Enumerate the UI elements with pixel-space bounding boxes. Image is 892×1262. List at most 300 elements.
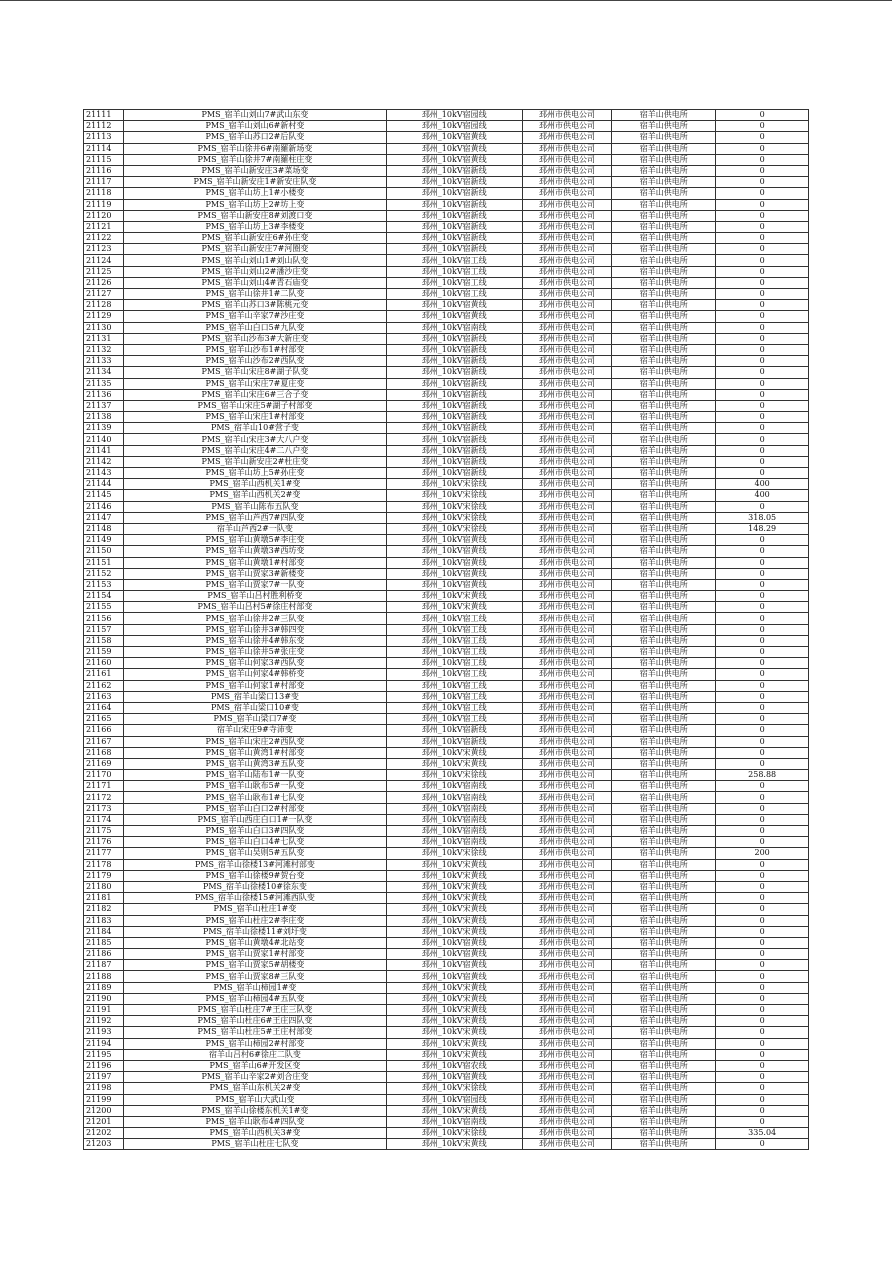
feeder-line-cell: 邳州_10kV宿新线 (386, 412, 522, 423)
station-cell: 宿羊山供电所 (612, 770, 716, 781)
value-cell: 0 (716, 1005, 809, 1016)
station-cell: 宿羊山供电所 (612, 837, 716, 848)
feeder-line-cell: 邳州_10kV宿新线 (386, 165, 522, 176)
company-cell: 邳州市供电公司 (522, 289, 612, 300)
table-row (84, 647, 809, 658)
row-id-cell: 21167 (84, 736, 124, 747)
table-row (84, 546, 809, 557)
row-id-cell: 21131 (84, 333, 124, 344)
transformer-name-cell: PMS_宿羊山芦西7#四队变 (124, 512, 387, 523)
transformer-name-cell: PMS_宿羊山杜庄2#李庄变 (124, 915, 387, 926)
station-cell: 宿羊山供电所 (612, 1038, 716, 1049)
station-cell: 宿羊山供电所 (612, 691, 716, 702)
company-cell: 邳州市供电公司 (522, 1016, 612, 1027)
transformer-name-cell: PMS_宿羊山新安庄7#河圈变 (124, 244, 387, 255)
value-cell: 0 (716, 121, 809, 132)
feeder-line-cell: 邳州_10kV宿工线 (386, 647, 522, 658)
value-cell: 0 (716, 400, 809, 411)
transformer-name-cell: PMS_宿羊山黄墩1#村部变 (124, 557, 387, 568)
company-cell: 邳州市供电公司 (522, 523, 612, 534)
value-cell: 0 (716, 266, 809, 277)
transformer-name-cell: PMS_宿羊山梁口10#变 (124, 702, 387, 713)
company-cell: 邳州市供电公司 (522, 311, 612, 322)
table-row (84, 747, 809, 758)
company-cell: 邳州市供电公司 (522, 412, 612, 423)
table-row (84, 792, 809, 803)
value-cell: 0 (716, 591, 809, 602)
value-cell: 0 (716, 1105, 809, 1116)
transformer-name-cell: PMS_宿羊山白口2#村部变 (124, 803, 387, 814)
value-cell: 0 (716, 747, 809, 758)
station-cell: 宿羊山供电所 (612, 177, 716, 188)
station-cell: 宿羊山供电所 (612, 277, 716, 288)
value-cell: 0 (716, 221, 809, 232)
feeder-line-cell: 邳州_10kV宿新线 (386, 378, 522, 389)
value-cell: 0 (716, 210, 809, 221)
value-cell: 0 (716, 893, 809, 904)
table-row (84, 904, 809, 915)
table-row (84, 154, 809, 165)
value-cell: 0 (716, 389, 809, 400)
row-id-cell: 21200 (84, 1105, 124, 1116)
value-cell: 0 (716, 781, 809, 792)
transformer-name-cell: PMS_宿羊山杜庄1#变 (124, 904, 387, 915)
table-row (84, 344, 809, 355)
company-cell: 邳州市供电公司 (522, 143, 612, 154)
value-cell: 0 (716, 993, 809, 1004)
station-cell: 宿羊山供电所 (612, 199, 716, 210)
feeder-line-cell: 邳州_10kV宿黄线 (386, 311, 522, 322)
company-cell: 邳州市供电公司 (522, 1116, 612, 1127)
transformer-name-cell: PMS_宿羊山坊上2#坊上变 (124, 199, 387, 210)
table-row (84, 669, 809, 680)
transformer-name-cell: PMS_宿羊山柿园2#村部变 (124, 1038, 387, 1049)
station-cell: 宿羊山供电所 (612, 926, 716, 937)
row-id-cell: 21137 (84, 400, 124, 411)
company-cell: 邳州市供电公司 (522, 557, 612, 568)
row-id-cell: 21195 (84, 1049, 124, 1060)
table-row (84, 490, 809, 501)
table-row (84, 199, 809, 210)
table-row (84, 512, 809, 523)
table-row (84, 535, 809, 546)
feeder-line-cell: 邳州_10kV宿新线 (386, 233, 522, 244)
station-cell: 宿羊山供电所 (612, 747, 716, 758)
transformer-name-cell: PMS_宿羊山杜庄七队变 (124, 1139, 387, 1150)
table-row (84, 1094, 809, 1105)
company-cell: 邳州市供电公司 (522, 233, 612, 244)
table-row (84, 758, 809, 769)
feeder-line-cell: 邳州_10kV宿工线 (386, 613, 522, 624)
row-id-cell: 21134 (84, 367, 124, 378)
value-cell: 0 (716, 1094, 809, 1105)
value-cell: 0 (716, 445, 809, 456)
row-id-cell: 21125 (84, 266, 124, 277)
station-cell: 宿羊山供电所 (612, 535, 716, 546)
station-cell: 宿羊山供电所 (612, 490, 716, 501)
transformer-name-cell: PMS_宿羊山苏口3#陈桃元变 (124, 300, 387, 311)
transformer-name-cell: 宿羊山吕村6#徐庄二队变 (124, 1049, 387, 1060)
company-cell: 邳州市供电公司 (522, 602, 612, 613)
row-id-cell: 21123 (84, 244, 124, 255)
feeder-line-cell: 邳州_10kV宿黄线 (386, 1072, 522, 1083)
feeder-line-cell: 邳州_10kV宿园线 (386, 110, 522, 121)
feeder-line-cell: 邳州_10kV宋黄线 (386, 904, 522, 915)
transformer-name-cell: PMS_宿羊山宋庄7#夏庄变 (124, 378, 387, 389)
row-id-cell: 21115 (84, 154, 124, 165)
company-cell: 邳州市供电公司 (522, 423, 612, 434)
table-row (84, 602, 809, 613)
table-row (84, 221, 809, 232)
company-cell: 邳州市供电公司 (522, 747, 612, 758)
feeder-line-cell: 邳州_10kV宋黄线 (386, 993, 522, 1004)
station-cell: 宿羊山供电所 (612, 110, 716, 121)
row-id-cell: 21156 (84, 613, 124, 624)
row-id-cell: 21191 (84, 1005, 124, 1016)
row-id-cell: 21130 (84, 322, 124, 333)
row-id-cell: 21116 (84, 165, 124, 176)
station-cell: 宿羊山供电所 (612, 389, 716, 400)
station-cell: 宿羊山供电所 (612, 1027, 716, 1038)
row-id-cell: 21129 (84, 311, 124, 322)
company-cell: 邳州市供电公司 (522, 165, 612, 176)
table-row (84, 277, 809, 288)
transformer-name-cell: PMS_宿羊山吕村5#徐庄村部变 (124, 602, 387, 613)
transformer-name-cell: PMS_宿羊山新安庄3#菜场变 (124, 165, 387, 176)
company-cell: 邳州市供电公司 (522, 266, 612, 277)
feeder-line-cell: 邳州_10kV宋徐线 (386, 523, 522, 534)
row-id-cell: 21166 (84, 725, 124, 736)
station-cell: 宿羊山供电所 (612, 1060, 716, 1071)
transformer-name-cell: PMS_宿羊山徐楼13#河滩村部变 (124, 859, 387, 870)
transformer-name-cell: PMS_宿羊山新安庄8#刘渡口变 (124, 210, 387, 221)
company-cell: 邳州市供电公司 (522, 781, 612, 792)
transformer-name-cell: PMS_宿羊山黄墩4#北站变 (124, 937, 387, 948)
company-cell: 邳州市供电公司 (522, 177, 612, 188)
station-cell: 宿羊山供电所 (612, 647, 716, 658)
transformer-name-cell: PMS_宿羊山耿布1#七队变 (124, 792, 387, 803)
value-cell: 0 (716, 456, 809, 467)
value-cell: 0 (716, 1083, 809, 1094)
feeder-line-cell: 邳州_10kV宿园线 (386, 1094, 522, 1105)
value-cell: 0 (716, 568, 809, 579)
table-row (84, 266, 809, 277)
station-cell: 宿羊山供电所 (612, 669, 716, 680)
value-cell: 0 (716, 960, 809, 971)
table-row (84, 367, 809, 378)
transformer-name-cell: PMS_宿羊山徐井4#韩东变 (124, 635, 387, 646)
station-cell: 宿羊山供电所 (612, 579, 716, 590)
transformer-name-cell: PMS_宿羊山刘山4#青石庙变 (124, 277, 387, 288)
station-cell: 宿羊山供电所 (612, 523, 716, 534)
row-id-cell: 21150 (84, 546, 124, 557)
row-id-cell: 21172 (84, 792, 124, 803)
feeder-line-cell: 邳州_10kV宋黄线 (386, 881, 522, 892)
station-cell: 宿羊山供电所 (612, 814, 716, 825)
value-cell: 0 (716, 669, 809, 680)
feeder-line-cell: 邳州_10kV宿新线 (386, 736, 522, 747)
feeder-line-cell: 邳州_10kV宿工线 (386, 635, 522, 646)
table-row (84, 165, 809, 176)
table-row (84, 557, 809, 568)
station-cell: 宿羊山供电所 (612, 937, 716, 948)
feeder-line-cell: 邳州_10kV宿新线 (386, 725, 522, 736)
station-cell: 宿羊山供电所 (612, 311, 716, 322)
station-cell: 宿羊山供电所 (612, 121, 716, 132)
table-row (84, 434, 809, 445)
table-row (84, 468, 809, 479)
feeder-line-cell: 邳州_10kV宿黄线 (386, 971, 522, 982)
feeder-line-cell: 邳州_10kV宿南线 (386, 837, 522, 848)
company-cell: 邳州市供电公司 (522, 736, 612, 747)
feeder-line-cell: 邳州_10kV宋徐线 (386, 501, 522, 512)
table-row (84, 143, 809, 154)
value-cell: 0 (716, 557, 809, 568)
row-id-cell: 21153 (84, 579, 124, 590)
station-cell: 宿羊山供电所 (612, 1094, 716, 1105)
value-cell: 0 (716, 1016, 809, 1027)
station-cell: 宿羊山供电所 (612, 613, 716, 624)
feeder-line-cell: 邳州_10kV宋徐线 (386, 479, 522, 490)
feeder-line-cell: 邳州_10kV宿园线 (386, 121, 522, 132)
company-cell: 邳州市供电公司 (522, 244, 612, 255)
feeder-line-cell: 邳州_10kV宿工线 (386, 691, 522, 702)
row-id-cell: 21142 (84, 456, 124, 467)
value-cell: 335.04 (716, 1128, 809, 1139)
value-cell: 0 (716, 870, 809, 881)
row-id-cell: 21122 (84, 233, 124, 244)
table-row (84, 714, 809, 725)
company-cell: 邳州市供电公司 (522, 389, 612, 400)
station-cell: 宿羊山供电所 (612, 792, 716, 803)
feeder-line-cell: 邳州_10kV宋黄线 (386, 1027, 522, 1038)
value-cell: 0 (716, 624, 809, 635)
table-row (84, 233, 809, 244)
company-cell: 邳州市供电公司 (522, 647, 612, 658)
row-id-cell: 21179 (84, 870, 124, 881)
row-id-cell: 21141 (84, 445, 124, 456)
feeder-line-cell: 邳州_10kV宋黄线 (386, 1139, 522, 1150)
row-id-cell: 21154 (84, 591, 124, 602)
feeder-line-cell: 邳州_10kV宿工线 (386, 624, 522, 635)
table-row (84, 210, 809, 221)
row-id-cell: 21182 (84, 904, 124, 915)
value-cell: 0 (716, 982, 809, 993)
row-id-cell: 21146 (84, 501, 124, 512)
table-row (84, 814, 809, 825)
feeder-line-cell: 邳州_10kV宿工线 (386, 277, 522, 288)
row-id-cell: 21147 (84, 512, 124, 523)
station-cell: 宿羊山供电所 (612, 949, 716, 960)
value-cell: 0 (716, 188, 809, 199)
feeder-line-cell: 邳州_10kV宿工线 (386, 658, 522, 669)
station-cell: 宿羊山供电所 (612, 322, 716, 333)
value-cell: 0 (716, 758, 809, 769)
transformer-name-cell: PMS_宿羊山新安庄2#杜庄变 (124, 456, 387, 467)
company-cell: 邳州市供电公司 (522, 792, 612, 803)
station-cell: 宿羊山供电所 (612, 367, 716, 378)
company-cell: 邳州市供电公司 (522, 758, 612, 769)
station-cell: 宿羊山供电所 (612, 870, 716, 881)
row-id-cell: 21149 (84, 535, 124, 546)
value-cell: 0 (716, 647, 809, 658)
feeder-line-cell: 邳州_10kV宿南线 (386, 322, 522, 333)
row-id-cell: 21165 (84, 714, 124, 725)
station-cell: 宿羊山供电所 (612, 658, 716, 669)
company-cell: 邳州市供电公司 (522, 949, 612, 960)
table-row (84, 1083, 809, 1094)
table-row (84, 333, 809, 344)
company-cell: 邳州市供电公司 (522, 188, 612, 199)
station-cell: 宿羊山供电所 (612, 1128, 716, 1139)
value-cell: 400 (716, 479, 809, 490)
value-cell: 318.05 (716, 512, 809, 523)
transformer-name-cell: PMS_宿羊山徐楼15#河滩西队变 (124, 893, 387, 904)
station-cell: 宿羊山供电所 (612, 736, 716, 747)
feeder-line-cell: 邳州_10kV宿新线 (386, 389, 522, 400)
feeder-line-cell: 邳州_10kV宋黄线 (386, 870, 522, 881)
company-cell: 邳州市供电公司 (522, 456, 612, 467)
table-row (84, 400, 809, 411)
company-cell: 邳州市供电公司 (522, 691, 612, 702)
company-cell: 邳州市供电公司 (522, 826, 612, 837)
feeder-line-cell: 邳州_10kV宿新线 (386, 344, 522, 355)
value-cell: 0 (716, 658, 809, 669)
feeder-line-cell: 邳州_10kV宋黄线 (386, 982, 522, 993)
table-row (84, 1038, 809, 1049)
transformer-name-cell: PMS_宿羊山白口3#四队变 (124, 826, 387, 837)
transformer-name-cell: PMS_宿羊山10#营子变 (124, 423, 387, 434)
company-cell: 邳州市供电公司 (522, 702, 612, 713)
table-row (84, 881, 809, 892)
feeder-line-cell: 邳州_10kV宿工线 (386, 714, 522, 725)
transformer-name-cell: PMS_宿羊山西庄白口1#一队变 (124, 814, 387, 825)
station-cell: 宿羊山供电所 (612, 758, 716, 769)
company-cell: 邳州市供电公司 (522, 468, 612, 479)
station-cell: 宿羊山供电所 (612, 781, 716, 792)
feeder-line-cell: 邳州_10kV宿工线 (386, 669, 522, 680)
transformer-name-cell: PMS_宿羊山吴则5#五队变 (124, 848, 387, 859)
company-cell: 邳州市供电公司 (522, 221, 612, 232)
company-cell: 邳州市供电公司 (522, 1139, 612, 1150)
company-cell: 邳州市供电公司 (522, 378, 612, 389)
feeder-line-cell: 邳州_10kV宿工线 (386, 702, 522, 713)
feeder-line-cell: 邳州_10kV宿新线 (386, 177, 522, 188)
transformer-name-cell: PMS_宿羊山西机关3#变 (124, 1128, 387, 1139)
feeder-line-cell: 邳州_10kV宋徐线 (386, 1128, 522, 1139)
company-cell: 邳州市供电公司 (522, 1094, 612, 1105)
feeder-line-cell: 邳州_10kV宋黄线 (386, 1049, 522, 1060)
table-row (84, 412, 809, 423)
feeder-line-cell: 邳州_10kV宿工线 (386, 266, 522, 277)
row-id-cell: 21168 (84, 747, 124, 758)
row-id-cell: 21201 (84, 1116, 124, 1127)
feeder-line-cell: 邳州_10kV宋黄线 (386, 926, 522, 937)
company-cell: 邳州市供电公司 (522, 893, 612, 904)
row-id-cell: 21114 (84, 143, 124, 154)
row-id-cell: 21194 (84, 1038, 124, 1049)
value-cell: 148.29 (716, 523, 809, 534)
row-id-cell: 21119 (84, 199, 124, 210)
value-cell: 0 (716, 1139, 809, 1150)
value-cell: 0 (716, 792, 809, 803)
row-id-cell: 21202 (84, 1128, 124, 1139)
company-cell: 邳州市供电公司 (522, 490, 612, 501)
value-cell: 0 (716, 177, 809, 188)
station-cell: 宿羊山供电所 (612, 557, 716, 568)
company-cell: 邳州市供电公司 (522, 333, 612, 344)
transformer-name-cell: PMS_宿羊山6#开发区变 (124, 1060, 387, 1071)
page-top-rule (0, 0, 892, 1)
table-row (84, 121, 809, 132)
feeder-line-cell: 邳州_10kV宋黄线 (386, 1005, 522, 1016)
transformer-name-cell: PMS_宿羊山坊上5#孙庄变 (124, 468, 387, 479)
value-cell: 0 (716, 165, 809, 176)
company-cell: 邳州市供电公司 (522, 770, 612, 781)
transformer-name-cell: PMS_宿羊山刘山6#新村变 (124, 121, 387, 132)
value-cell: 0 (716, 501, 809, 512)
transformer-name-cell: PMS_宿羊山贾家1#村部变 (124, 949, 387, 960)
feeder-line-cell: 邳州_10kV宿南线 (386, 803, 522, 814)
table-row (84, 132, 809, 143)
table-row (84, 803, 809, 814)
company-cell: 邳州市供电公司 (522, 535, 612, 546)
feeder-line-cell: 邳州_10kV宋徐线 (386, 512, 522, 523)
transformer-name-cell: PMS_宿羊山贾家5#胡楼变 (124, 960, 387, 971)
station-cell: 宿羊山供电所 (612, 624, 716, 635)
transformer-name-cell: PMS_宿羊山新安庄1#新安庄队变 (124, 177, 387, 188)
table-row (84, 949, 809, 960)
company-cell: 邳州市供电公司 (522, 971, 612, 982)
table-row (84, 244, 809, 255)
transformer-name-cell: PMS_宿羊山徐井6#南羅新场变 (124, 143, 387, 154)
row-id-cell: 21127 (84, 289, 124, 300)
row-id-cell: 21155 (84, 602, 124, 613)
row-id-cell: 21189 (84, 982, 124, 993)
station-cell: 宿羊山供电所 (612, 971, 716, 982)
row-id-cell: 21136 (84, 389, 124, 400)
company-cell: 邳州市供电公司 (522, 870, 612, 881)
row-id-cell: 21143 (84, 468, 124, 479)
value-cell: 0 (716, 714, 809, 725)
station-cell: 宿羊山供电所 (612, 333, 716, 344)
table-row (84, 736, 809, 747)
row-id-cell: 21183 (84, 915, 124, 926)
station-cell: 宿羊山供电所 (612, 993, 716, 1004)
table-row (84, 613, 809, 624)
feeder-line-cell: 邳州_10kV宿新线 (386, 434, 522, 445)
value-cell: 0 (716, 1049, 809, 1060)
table-row (84, 926, 809, 937)
station-cell: 宿羊山供电所 (612, 635, 716, 646)
table-row (84, 1005, 809, 1016)
table-row (84, 937, 809, 948)
company-cell: 邳州市供电公司 (522, 1005, 612, 1016)
station-cell: 宿羊山供电所 (612, 1049, 716, 1060)
transformer-name-cell: PMS_宿羊山苏口2#后队变 (124, 132, 387, 143)
transformer-name-cell: PMS_宿羊山杜庄5#王庄村部变 (124, 1027, 387, 1038)
station-cell: 宿羊山供电所 (612, 512, 716, 523)
value-cell: 0 (716, 691, 809, 702)
transformer-name-cell: PMS_宿羊山西机关2#变 (124, 490, 387, 501)
value-cell: 0 (716, 881, 809, 892)
value-cell: 0 (716, 613, 809, 624)
transformer-name-cell: PMS_宿羊山徐楼东机关1#变 (124, 1105, 387, 1116)
feeder-line-cell: 邳州_10kV宿新线 (386, 367, 522, 378)
transformer-name-cell: PMS_宿羊山坊上3#李楼变 (124, 221, 387, 232)
value-cell: 0 (716, 143, 809, 154)
station-cell: 宿羊山供电所 (612, 479, 716, 490)
